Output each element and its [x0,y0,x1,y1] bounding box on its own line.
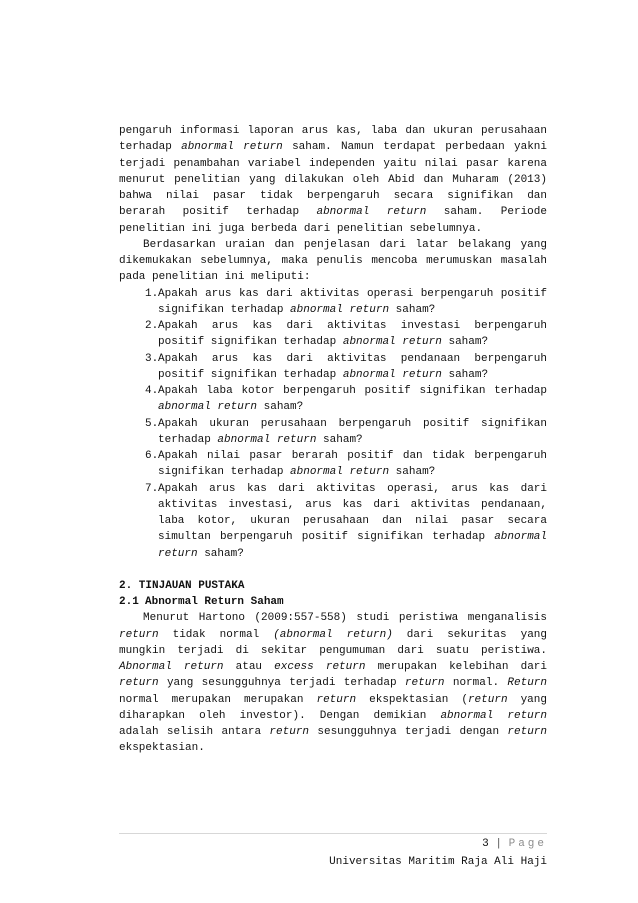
text-run: saham? [389,466,436,479]
list-number: 4. [145,385,159,397]
spacer [119,562,547,578]
italic-term: return [119,628,159,641]
text-run: Apakah arus kas dari aktivitas pendanaan berpengaruh positif signifikan terhadap [158,352,547,381]
problem-statement-paragraph: Berdasarkan uraian dan penjelasan dari latar belakang yang dikemukakan sebelumnya, maka penulis mencoba merumuskan masalah pada penelitian ini meliputi: [119,238,547,284]
subsection-title: Abnormal Return Saham [145,596,284,608]
text-run: normal merupakan merupakan [119,693,317,706]
research-questions-list [119,286,547,562]
text-run: saham? [257,401,304,414]
page-number-footer [482,837,547,851]
footer-separator: | [495,838,502,850]
research-question-item [145,416,547,449]
italic-term: return [467,693,508,706]
institution-name: Universitas Maritim Raja Ali Haji [329,856,547,868]
page-number: 3 [482,838,489,850]
italic-term: abnormal return [440,709,547,722]
italic-term: return [404,677,445,690]
text-run: Apakah arus kas dari aktivitas operasi, arus kas dari aktivitas investasi, arus kas dari aktivitas pendanaan, laba kotor, ukuran perusahaan dan nilai pasar secara simultan berpengaruh positif signifikan terhadap [158,482,547,544]
document-body [119,123,547,757]
theory-paragraph [119,610,547,756]
list-number: 5. [145,417,159,430]
text-run: saham. Namun terdapat perbedaan yakni terjadi penambahan variabel independen yaitu nilai pasar karena menurut penelitian yang dilakukan oleh Abid dan Muharam (2013) bahwa nilai pasar tidak berpengaruh secara signifikan dan berarah positif terhadap [119,141,547,219]
text-run: sesungguhnya terjadi dengan [309,726,508,738]
text-run: saham? [441,336,489,349]
list-number: 6. [145,450,159,462]
text-run: atau [223,661,275,673]
italic-term: abnormal return [342,336,442,349]
text-run: ekspektasian ( [356,693,468,706]
text-run: saham? [316,433,363,446]
italic-term: abnormal return [342,368,442,381]
italic-term: abnormal return [290,466,390,479]
text-run: Menurut Hartono (2009:557-558) studi peristiwa menganalisis [143,612,547,625]
subsection-number: 2.1 [119,596,139,608]
text-run: saham. Periode penelitian ini juga berbeda dari penelitian sebelumnya. [119,206,547,235]
list-number: 7. [145,482,159,495]
text-run: adalah selisih antara [119,726,270,738]
text-run: normal. [444,677,508,690]
italic-term: abnormal return [217,433,317,446]
research-question-item [145,383,547,416]
italic-term: abnormal return [290,303,390,316]
italic-term: abnormal return [316,206,427,219]
research-question-item [145,481,547,562]
research-question-item [145,448,547,481]
text-run: Apakah ukuran perusahaan berpengaruh positif signifikan terhadap [158,417,547,446]
text-run: dari sekuritas yang mungkin terjadi di sekitar pengumuman dari suatu peristiwa. [119,628,547,657]
list-number: 1. [145,287,159,300]
italic-term: (abnormal return) [273,628,393,641]
research-question-item [145,286,547,319]
italic-term: abnormal return [158,401,258,414]
subsection-heading [119,594,547,610]
page-label: Page [508,838,547,850]
text-run: ekspektasian. [119,742,205,755]
research-question-item [145,351,547,384]
text-run: saham? [441,368,489,381]
research-question-item [145,318,547,351]
text-run: Apakah arus kas dari aktivitas operasi berpengaruh positif signifikan terhadap [158,287,547,316]
text-run: saham? [389,303,436,316]
italic-term: excess return [274,661,366,673]
italic-term: return [269,726,310,738]
text-run: Apakah arus kas dari aktivitas investasi berpengaruh positif signifikan terhadap [158,320,547,349]
italic-term: abnormal return [181,141,283,154]
footer-divider [119,833,547,834]
italic-term: Return [507,677,547,690]
italic-term: Abnormal return [119,661,224,673]
text-run: yang diharapkan oleh investor). Dengan demikian [119,693,547,722]
text-run: pengaruh informasi laporan arus kas, laba dan ukuran perusahaan terhadap [119,125,547,154]
text-run: saham? [197,547,244,560]
intro-paragraph [119,123,547,237]
text-run: Apakah laba kotor berpengaruh positif signifikan terhadap [158,385,547,397]
text-run: merupakan kelebihan dari [365,661,547,673]
italic-term: return [507,726,547,738]
text-run: tidak normal [158,628,274,641]
text-run: Apakah nilai pasar berarah positif dan tidak berpengaruh signifikan terhadap [158,450,547,479]
italic-term: return [119,677,159,690]
italic-term: return [316,693,357,706]
italic-term: abnormal return [158,531,547,560]
text-run: yang sesungguhnya terjadi terhadap [158,677,405,690]
list-number: 2. [145,320,159,332]
section-heading: 2. TINJAUAN PUSTAKA [119,579,245,592]
list-number: 3. [145,352,159,365]
